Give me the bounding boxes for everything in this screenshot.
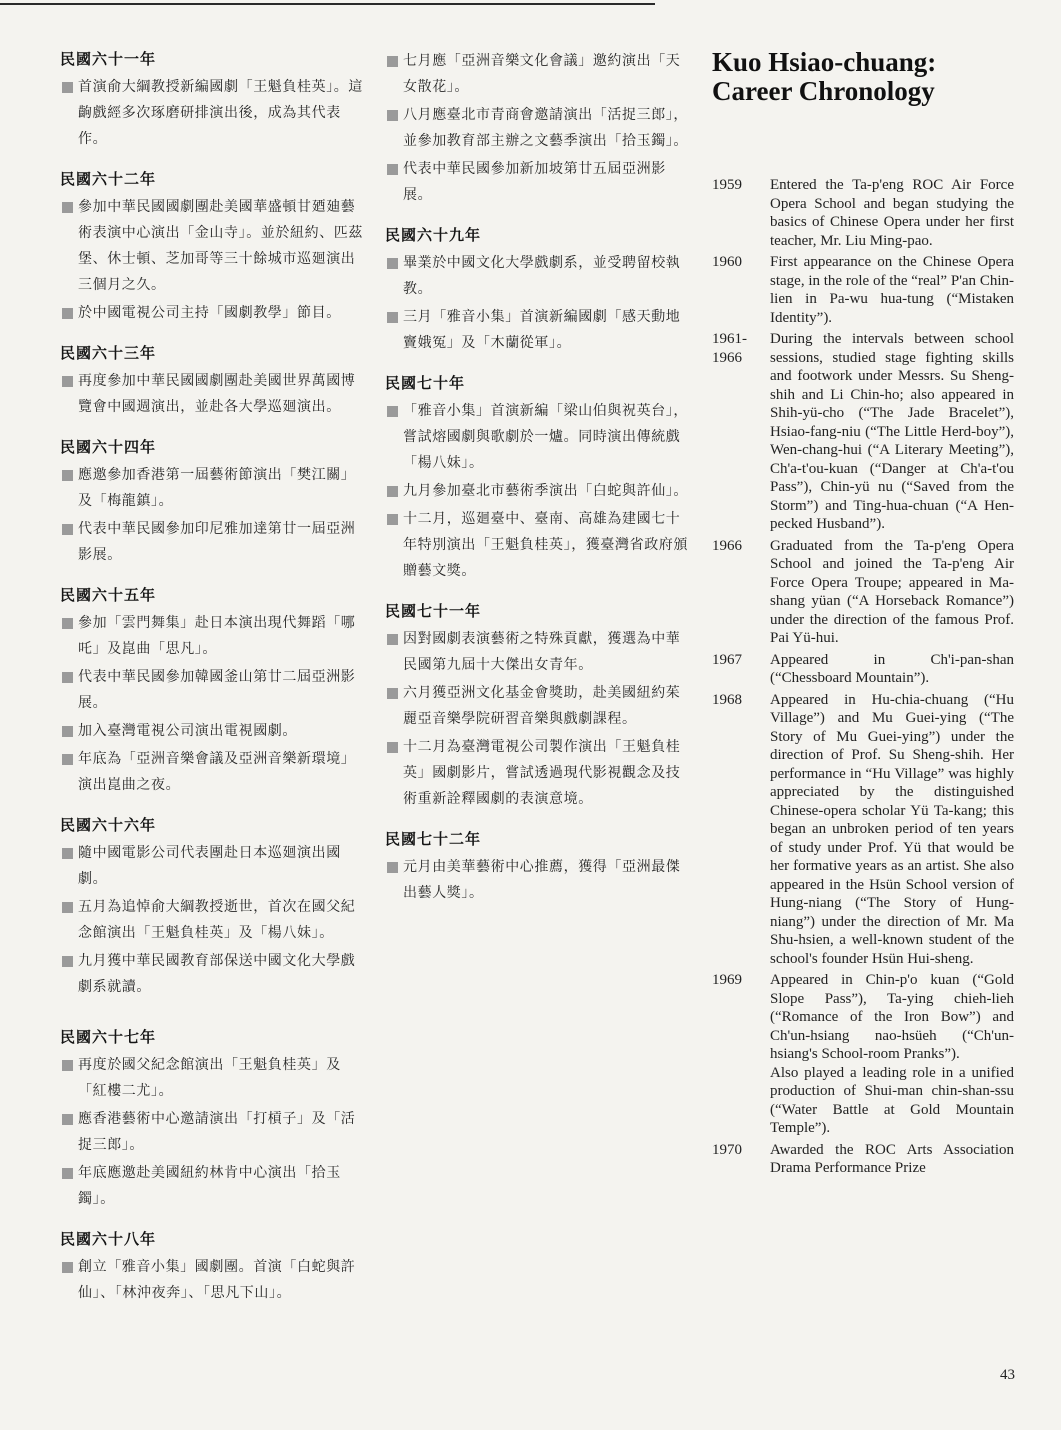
chronology-year: 1968 [712,691,742,708]
year-heading: 民國六十七年 [60,1028,157,1046]
chronology-year: 1960 [712,254,742,270]
year-block [60,1026,368,1212]
year-block [385,372,690,584]
chronology-entry: 畢業於中國文化大學戲劇系，並受聘留校執教。 [385,250,690,302]
year-heading: 民國七十年 [385,374,466,392]
year-block [385,600,690,812]
chronology-text [770,253,1014,327]
chronology-entry: 創立「雅音小集」國劇團。首演「白蛇與許仙」、「林沖夜奔」、「思凡下山」。 [60,1254,368,1306]
year-block [60,1228,368,1306]
chronology-entry: 五月為追悼俞大綱教授逝世，首次在國父紀念館演出「王魁負桂英」及「楊八妹」。 [60,894,368,946]
chronology-year: 1970 [712,1141,742,1158]
chronology-paragraph: Entered the Ta-p'eng ROC Air Force Opera School and began studying the basics of Chinese Opera under her first teacher, Mr. Liu Ming-pao. [770,177,1014,249]
year-block [60,584,368,798]
chronology-row [712,253,1017,327]
chronology-entry: 六月獲亞洲文化基金會獎助，赴美國紐約茱麗亞音樂學院研習音樂與戲劇課程。 [385,680,690,732]
chronology-paragraph: Awarded the ROC Arts Association Drama Performance Prize [770,1141,1014,1176]
year-heading: 民國六十二年 [60,170,157,188]
chinese-column-2 [385,48,690,922]
chronology-text [770,537,1014,648]
english-column [712,48,1017,1181]
year-block [385,224,690,356]
chronology-paragraph: Appeared in Ch'i-pan-shan (“Chessboard Mountain”). [770,651,1014,686]
chronology-entry: 九月獲中華民國教育部保送中國文化大學戲劇系就讀。 [60,948,368,1000]
chronology-paragraph: Also played a leading role in a unified production of Shui-man chin-shan-ssu (“Water Battle at Gold Mountain Temple”). [770,1064,1014,1136]
chronology-row [712,651,1017,688]
chronology-entry: 於中國電視公司主持「國劇教學」節目。 [60,300,368,326]
chronology-paragraph: First appearance on the Chinese Opera stage, in the role of the “real” P'an Chin-lien in Pa-wu hua-tung (“Mistaken Identity”). [770,254,1014,326]
year-block [60,48,368,152]
chronology-year: 1961-1966 [712,331,747,366]
chronology-entry: 參加中華民國國劇團赴美國華盛頓甘廼廸藝術表演中心演出「金山寺」。並於紐約、匹茲堡、休士頓、芝加哥等三十餘城市巡廻演出三個月之久。 [60,194,368,298]
chronology-paragraph: Appeared in Chin-p'o kuan (“Gold Slope Pass”), Ta-ying chieh-lieh (“Romance of the Iron Bow”) and Ch'un-hsiang nao-hsüeh (“Ch'un-hsiang's School-room Pranks”). [770,972,1014,1062]
english-title: Kuo Hsiao-chuang: Career Chronology [712,47,937,106]
chronology-entry: 年底應邀赴美國紐約林肯中心演出「拾玉鐲」。 [60,1160,368,1212]
page-number: 43 [1000,1367,1015,1383]
chronology-row [712,691,1017,969]
chronology-entry: 因對國劇表演藝術之特殊貢獻，獲選為中華民國第九屆十大傑出女青年。 [385,626,690,678]
chronology-entry: 九月參加臺北市藝術季演出「白蛇與許仙」。 [385,478,690,504]
chronology-row [712,971,1017,1138]
chronology-text [770,176,1014,250]
year-heading: 民國六十八年 [60,1230,157,1248]
year-heading: 民國七十二年 [385,830,482,848]
chronology-entry: 隨中國電影公司代表團赴日本巡廻演出國劇。 [60,840,368,892]
chronology-paragraph: Appeared in Hu-chia-chuang (“Hu Village”) and Mu Guei-ying (“The Story of Mu Guei-ying”) under the direction of Prof. Su Sheng-shih. Her performance in “Hu Village” was highly appreciated by the distinguished Chinese-opera scholar Yü Ta-kang; this began an unbroken period of ten years of study under Prof. Yü that would be her formative years as an artist. She also appeared in the Hsün School version of Hung-niang (“The Story of Hung-niang”) under the direction of Mr. Ma Shu-hsien, a well-known student of the school's founder Hsün Hui-sheng. [770,691,1014,967]
chronology-year: 1966 [712,537,742,554]
chronology-entry: 再度於國父紀念館演出「王魁負桂英」及「紅樓二尤」。 [60,1052,368,1104]
year-heading: 民國六十三年 [60,344,157,362]
chronology-text [770,330,1014,534]
year-block [60,168,368,326]
chronology-list [712,176,1017,1178]
chronology-text [770,971,1014,1138]
year-heading: 民國六十四年 [60,438,157,456]
chronology-entry: 代表中華民國參加韓國釜山第廿二屆亞洲影展。 [60,664,368,716]
chronology-year: 1959 [712,177,742,193]
chronology-entry: 三月「雅音小集」首演新編國劇「感天動地竇娥冤」及「木蘭從軍」。 [385,304,690,356]
chronology-entry: 十二月，巡廻臺中、臺南、高雄為建國七十年特別演出「王魁負桂英」，獲臺灣省政府頒贈藝文獎。 [385,506,690,584]
chronology-entry: 八月應臺北市青商會邀請演出「活捉三郎」，並參加教育部主辦之文藝季演出「拾玉鐲」。 [385,102,690,154]
chronology-entry: 「雅音小集」首演新編「梁山伯與祝英台」，嘗試熔國劇與歌劇於一爐。同時演出傳統戲「楊八妹」。 [385,398,690,476]
year-block [60,342,368,420]
chronology-text [770,1141,1014,1178]
year-heading: 民國七十一年 [385,602,482,620]
chronology-row [712,537,1017,648]
chronology-entry: 十二月為臺灣電視公司製作演出「王魁負桂英」國劇影片，嘗試透過現代影視觀念及技術重新詮釋國劇的表演意境。 [385,734,690,812]
chronology-text [770,651,1014,688]
year-block [385,48,690,208]
chinese-column-1 [60,48,368,1322]
chronology-year: 1969 [712,972,742,988]
top-rule [0,3,655,5]
year-heading: 民國六十一年 [60,50,157,68]
year-heading: 民國六十五年 [60,586,157,604]
chronology-entry: 七月應「亞洲音樂文化會議」邀約演出「天女散花」。 [385,48,690,100]
chronology-entry: 加入臺灣電視公司演出電視國劇。 [60,718,368,744]
chronology-entry: 代表中華民國參加新加坡第廿五屆亞洲影展。 [385,156,690,208]
year-block [60,436,368,568]
chronology-entry: 應邀參加香港第一屆藝術節演出「樊江關」及「梅龍鎮」。 [60,462,368,514]
chronology-entry: 應香港藝術中心邀請演出「打槓子」及「活捉三郎」。 [60,1106,368,1158]
chronology-row [712,1141,1017,1178]
chronology-entry: 首演俞大綱教授新編國劇「王魁負桂英」。這齣戲經多次琢磨研排演出後，成為其代表作。 [60,74,368,152]
chronology-paragraph: During the intervals between school sessions, studied stage fighting skills and footwork under Messrs. Su Sheng-shih and Li Chin-ho; also appeared in Shih-yü-cho (“The Jade Bracelet”), Hsiao-fang-niu (“The Little Herd-boy”), Wen-chang-hui (“A Literary Meeting”), Ch'a-t'ou-kuan (“Danger at Ch'a-t'ou Pass”), Chin-yü nu (“Saved from the Storm”) and Ting-hua-chuan (“A Hen-pecked Husband”). [770,331,1014,532]
chronology-year: 1967 [712,651,742,668]
chronology-paragraph: Graduated from the Ta-p'eng Opera School and joined the Ta-p'eng Air Force Opera Troupe; appeared in Ma-shang yüan (“A Horseback Romance”) under the direction of the famous Prof. Pai Yü-hui. [770,537,1014,646]
chronology-entry: 年底為「亞洲音樂會議及亞洲音樂新環境」演出崑曲之夜。 [60,746,368,798]
chronology-entry: 再度參加中華民國國劇團赴美國世界萬國博覽會中國週演出，並赴各大學巡廻演出。 [60,368,368,420]
chronology-row [712,330,1017,534]
chronology-entry: 代表中華民國參加印尼雅加達第廿一屆亞洲影展。 [60,516,368,568]
year-heading: 民國六十九年 [385,226,482,244]
chronology-row [712,176,1017,250]
chronology-entry: 元月由美華藝術中心推薦，獲得「亞洲最傑出藝人獎」。 [385,854,690,906]
chronology-entry: 參加「雲門舞集」赴日本演出現代舞蹈「哪吒」及崑曲「思凡」。 [60,610,368,662]
year-block [60,814,368,1000]
year-heading: 民國六十六年 [60,816,157,834]
chronology-text [770,691,1014,969]
year-block [385,828,690,906]
